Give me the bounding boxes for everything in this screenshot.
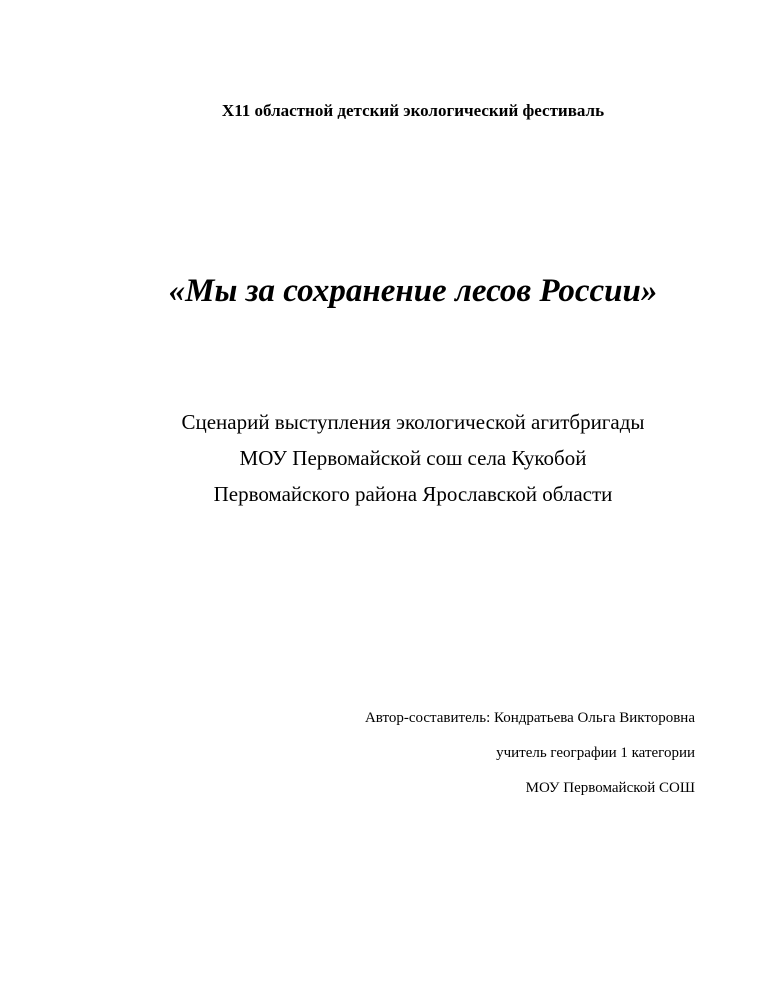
author-school: МОУ Первомайской СОШ <box>525 780 695 796</box>
subtitle-line: Первомайского района Ярославской области <box>213 482 613 506</box>
festival-heading: X11 областной детский экологический фестиваль <box>221 101 605 120</box>
author-position: учитель географии 1 категории <box>496 745 695 761</box>
author-name: Автор-составитель: Кондратьева Ольга Викторовна <box>364 710 695 726</box>
author-block <box>365 701 695 806</box>
main-title: «Мы за сохранение лесов России» <box>168 273 658 309</box>
subtitle-line: Сценарий выступления экологической агитбригады <box>181 410 645 434</box>
subtitle-line: МОУ Первомайской сош села Кукобой <box>239 446 587 470</box>
subtitle-block <box>0 404 768 512</box>
